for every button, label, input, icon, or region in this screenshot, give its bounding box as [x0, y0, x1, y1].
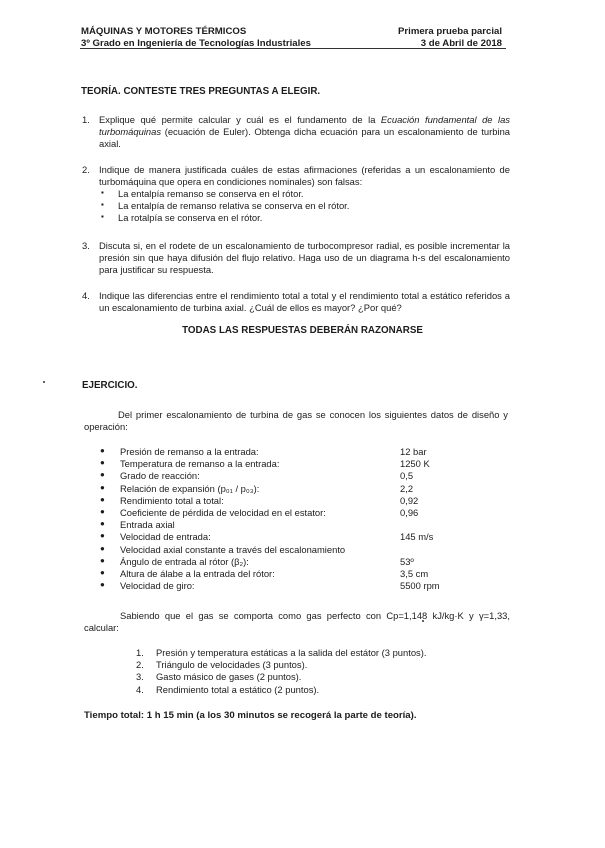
question-number: 1.	[82, 114, 90, 125]
question-number: 3.	[82, 240, 90, 251]
data-row: ● Altura de álabe a la entrada del rótor: 3,5 cm	[100, 567, 429, 579]
data-row: ● Relación de expansión (p₀₁ / p₀₃): 2,2	[100, 482, 414, 494]
data-row: ● Ángulo de entrada al rótor (β₂): 53º	[100, 555, 414, 567]
data-row: ● Velocidad axial constante a través del escalonamiento	[100, 543, 346, 555]
question-text: Explique qué permite calcular y cuál es el fundamento de la Ecuación fundamental de las turbomáquinas (ecuación de Euler). Obtenga dicha ecuación para un escalonamiento de turbina axial.	[99, 114, 510, 149]
data-row: ● Rendimiento total a total: 0,92	[100, 494, 419, 506]
theory-title: TEORÍA. CONTESTE TRES PREGUNTAS A ELEGIR.	[81, 86, 321, 97]
question-number: 4.	[82, 290, 90, 301]
question-text: Indique de manera justificada cuáles de estas afirmaciones (referidas a un escalonamiento de turbomáquina que opera en condiciones nominales) son falsas: ▪ La entalpía remanso se conserva en el rótor. ▪ La entalpía de remanso relativa se conserva en el rótor. ▪ La rotalpía se conserva en el rótor.	[99, 164, 510, 224]
list-item: ▪ La entalpía de remanso relativa se conserva en el rótor.	[99, 200, 510, 212]
data-row: ● Coeficiente de pérdida de velocidad en el estator: 0,96	[100, 506, 419, 518]
exercise-title: EJERCICIO.	[82, 380, 138, 391]
document-header-right	[398, 26, 502, 50]
data-row: ● Grado de reacción: 0,5	[100, 470, 414, 482]
data-row: ● Entrada axial	[100, 519, 175, 531]
exam-title: Primera prueba parcial	[398, 26, 502, 37]
question-number: 2.	[82, 164, 90, 175]
data-row: ● Velocidad de entrada: 145 m/s	[100, 531, 434, 543]
data-row: ● Presión de remanso a la entrada: 12 bar	[100, 446, 427, 457]
subject-title: MÁQUINAS Y MOTORES TÉRMICOS	[81, 26, 247, 37]
reasoning-note: TODAS LAS RESPUESTAS DEBERÁN RAZONARSE	[182, 325, 423, 336]
list-item: ▪ La entalpía remanso se conserva en el rótor.	[99, 188, 510, 200]
question-text: Discuta si, en el rodete de un escalonamiento de turbocompresor radial, es posible incrementar la presión sin que haya difusión del flujo relativo. Haga uso de un diagrama h-s del escalonamiento para justificar su respuesta.	[99, 240, 510, 275]
list-item: ▪ La rotalpía se conserva en el rótor.	[99, 212, 510, 224]
gas-properties-text: Sabiendo que el gas se comporta como gas perfecto con Cp=1,148 kJ/kg·K y γ=1,33, calcular:	[84, 610, 510, 633]
data-row: ● Temperatura de remanso a la entrada: 1250 K	[100, 458, 430, 470]
exercise-intro: Del primer escalonamiento de turbina de gas se conocen los siguientes datos de diseño y operación:	[84, 409, 508, 432]
exam-date: 3 de Abril de 2018	[420, 37, 502, 49]
data-list	[100, 446, 520, 592]
data-row: ● Velocidad de giro: 5500 rpm	[100, 580, 440, 592]
scan-speck	[43, 381, 45, 383]
question-text: Indique las diferencias entre el rendimiento total a total y el rendimiento total a estático referidos a un escalonamiento de turbina axial. ¿Cuál de ellos es mayor? ¿Por qué?	[99, 290, 510, 313]
total-time: Tiempo total: 1 h 15 min (a los 30 minutos se recogerá la parte de teoría).	[84, 710, 417, 721]
document-header-left	[81, 26, 311, 50]
header-divider	[80, 48, 506, 49]
statement-list	[99, 188, 510, 224]
degree-line: 3º Grado en Ingeniería de Tecnologías Industriales	[81, 37, 311, 49]
